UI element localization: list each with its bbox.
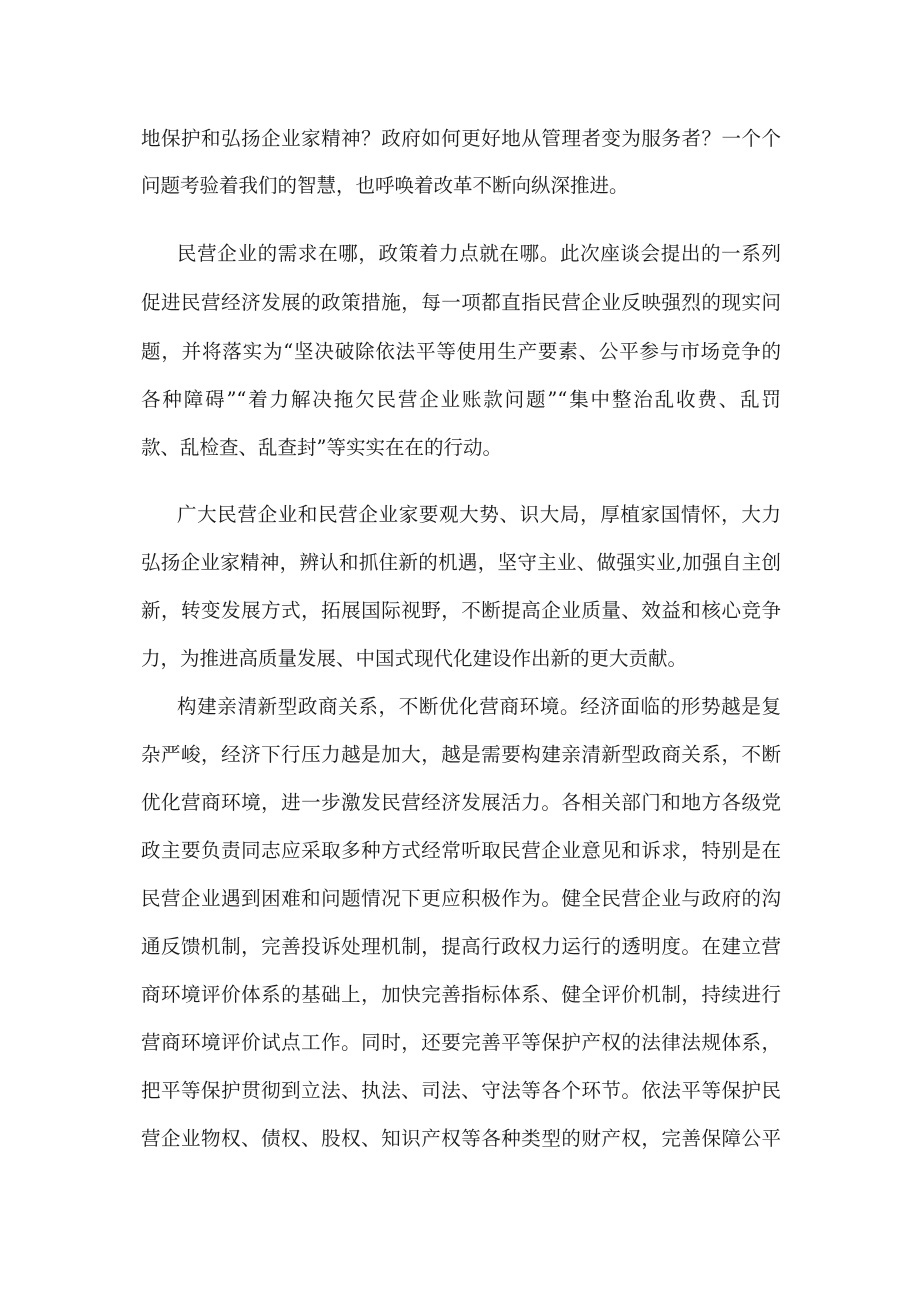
paragraph-4-line-2: 杂严峻，经济下行压力越是加大，越是需要构建亲清新型政商关系，不断 — [141, 743, 781, 766]
paragraph-1-line-1: 地保护和弘扬企业家精神？政府如何更好地从管理者变为服务者？一个个 — [141, 127, 781, 150]
paragraph-4-line-5: 民营企业遇到困难和问题情况下更应积极作为。健全民营企业与政府的沟 — [141, 887, 781, 910]
paragraph-3-line-1: 广大民营企业和民营企业家要观大势、识大局，厚植家国情怀，大力 — [177, 503, 781, 526]
paragraph-4-line-7: 商环境评价体系的基础上，加快完善指标体系、健全评价机制，持续进行 — [141, 983, 781, 1006]
paragraph-2-line-3: 题，并将落实为“坚决破除依法平等使用生产要素、公平参与市场竞争的 — [141, 340, 781, 363]
paragraph-4-line-9: 把平等保护贯彻到立法、执法、司法、守法等各个环节。依法平等保护民 — [141, 1079, 781, 1102]
paragraph-3-line-3: 新，转变发展方式，拓展国际视野，不断提高企业质量、效益和核心竞争 — [141, 599, 781, 622]
paragraph-4-line-3: 优化营商环境，进一步激发民营经济发展活力。各相关部门和地方各级党 — [141, 791, 781, 814]
paragraph-2-line-5: 款、乱检查、乱查封”等实实在在的行动。 — [141, 436, 502, 459]
paragraph-4-line-4: 政主要负责同志应采取多种方式经常听取民营企业意见和诉求，特别是在 — [141, 839, 781, 862]
paragraph-2-line-2: 促进民营经济发展的政策措施，每一项都直指民营企业反映强烈的现实问 — [141, 291, 781, 314]
paragraph-2-line-1: 民营企业的需求在哪，政策着力点就在哪。此次座谈会提出的一系列 — [177, 242, 781, 265]
paragraph-4-line-8: 营商环境评价试点工作。同时，还要完善平等保护产权的法律法规体系， — [141, 1031, 781, 1054]
paragraph-3-line-2: 弘扬企业家精神，辨认和抓住新的机遇，坚守主业、做强实业,加强自主创 — [141, 551, 781, 574]
paragraph-4-line-6: 通反馈机制，完善投诉处理机制，提高行政权力运行的透明度。在建立营 — [141, 935, 781, 958]
paragraph-4-line-10: 营企业物权、债权、股权、知识产权等各种类型的财产权，完善保障公平 — [141, 1127, 781, 1150]
paragraph-3-line-4: 力，为推进高质量发展、中国式现代化建设作出新的更大贡献。 — [141, 647, 688, 670]
paragraph-2-line-4: 各种障碍”“着力解决拖欠民营企业账款问题”“集中整治乱收费、乱罚 — [141, 388, 781, 411]
paragraph-4-line-1: 构建亲清新型政商关系，不断优化营商环境。经济面临的形势越是复 — [177, 695, 781, 718]
paragraph-1-line-2: 问题考验着我们的智慧，也呼唤着改革不断向纵深推进。 — [141, 174, 629, 197]
